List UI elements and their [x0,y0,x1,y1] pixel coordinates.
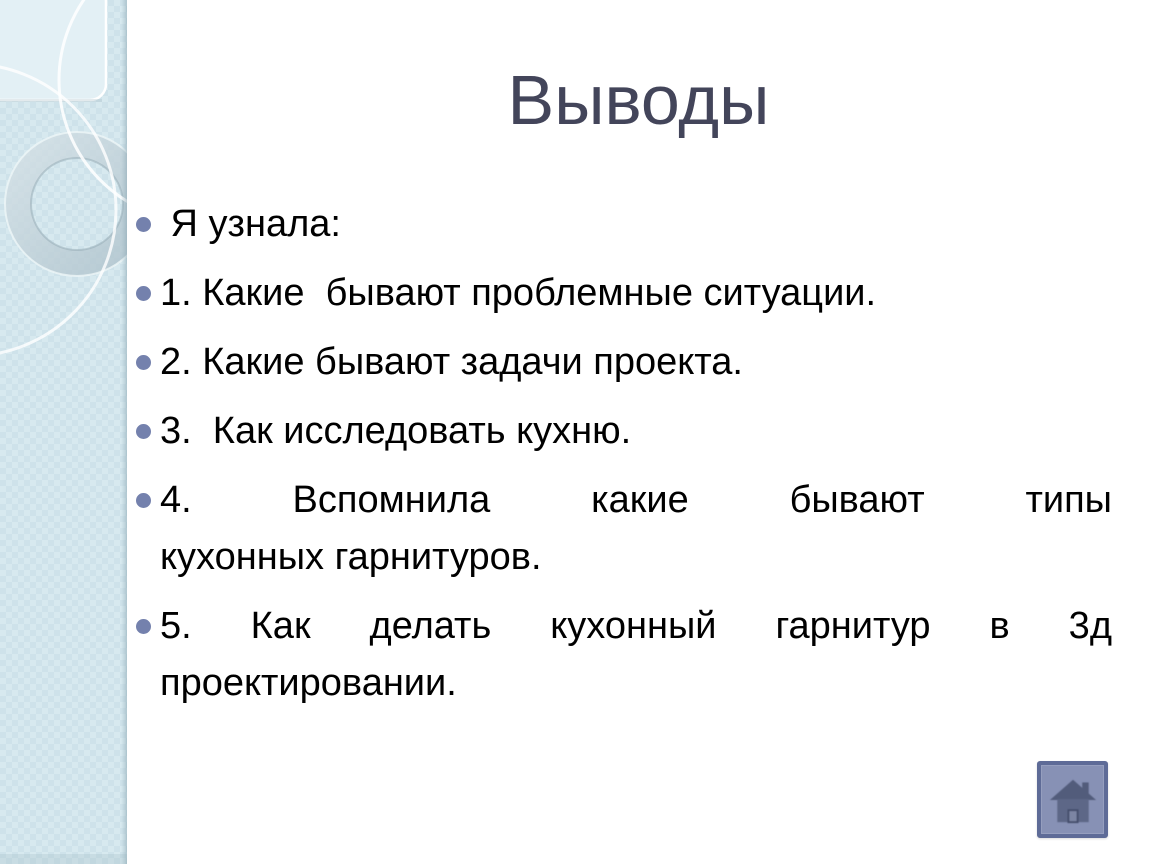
list-item [134,334,1112,391]
page-title: Выводы [507,61,770,139]
list-item [134,265,1112,322]
bullet-dot-icon [136,619,151,634]
list-item [134,196,1112,253]
bullet-text: 1. Какие бывают проблемные ситуации. [160,272,877,314]
bullet-dot-icon [136,217,151,232]
bullet-dot-icon [136,286,151,301]
list-item [134,403,1112,460]
list-item [134,598,1112,712]
list-item [134,472,1112,586]
bullet-dot-icon [136,355,151,370]
bullet-text: 3. Как исследовать кухню. [160,410,632,452]
bullet-dot-icon [136,493,151,508]
home-button[interactable] [1037,761,1108,838]
decorative-strip-graphic [0,0,130,864]
decorative-strip [0,0,130,864]
bullet-dot-icon [136,424,151,439]
bullet-text: 5. Как делать кухонный гарнитур в 3д проектировании. [160,605,1112,704]
bullet-text: 4. Вспомнила какие бывают типы кухонных гарнитуров. [160,479,1112,578]
bullet-text: 2. Какие бывают задачи проекта. [160,341,743,383]
bullet-list [134,196,1112,724]
bullet-text: Я узнала: [160,203,341,245]
home-icon [1049,775,1097,825]
